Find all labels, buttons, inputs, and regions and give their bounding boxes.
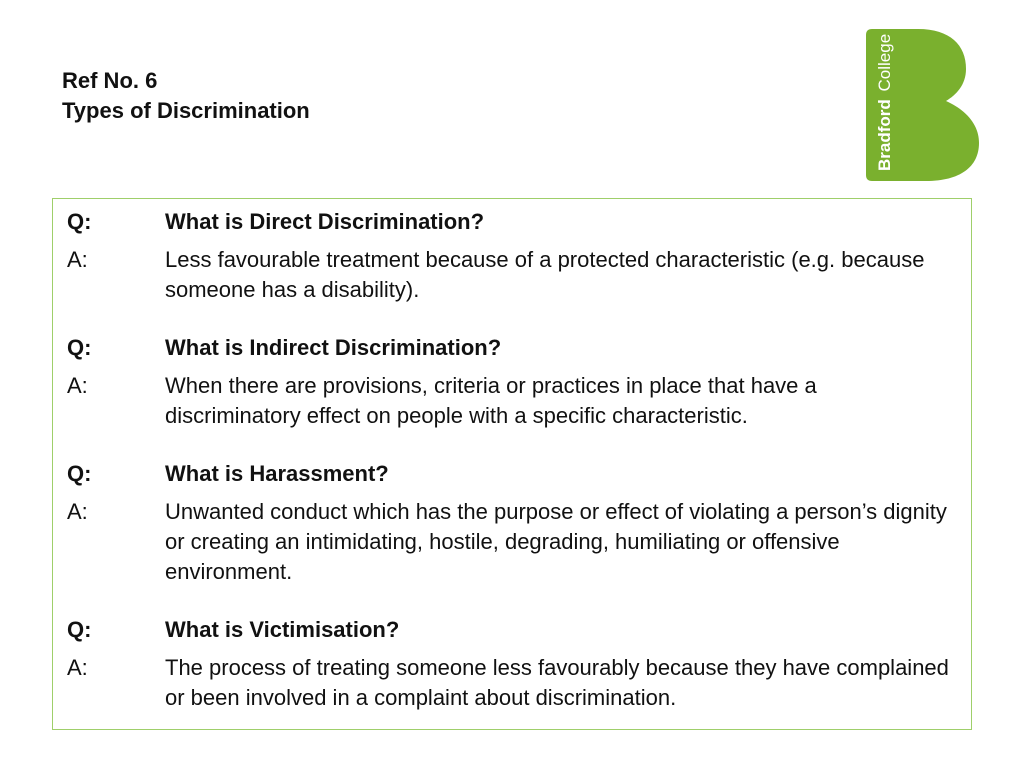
answer-row — [67, 245, 957, 305]
answer-text: The process of treating someone less favourably because they have complained or been involved in a complaint about discrimination. — [165, 655, 949, 710]
question-row — [67, 207, 957, 237]
question-text: What is Direct Discrimination? — [165, 209, 485, 234]
answer-row — [67, 497, 957, 587]
answer-row — [67, 653, 957, 713]
qa-item-indirect — [67, 333, 957, 431]
ref-number: Ref No. 6 — [62, 68, 158, 93]
slide-header — [62, 66, 310, 126]
bradford-college-logo — [866, 29, 980, 181]
question-text: What is Indirect Discrimination? — [165, 335, 502, 360]
qa-box — [52, 198, 972, 730]
question-text: What is Harassment? — [165, 461, 389, 486]
question-text: What is Victimisation? — [165, 617, 400, 642]
question-prefix: Q: — [67, 335, 92, 360]
question-prefix: Q: — [67, 461, 92, 486]
logo-wordmark — [875, 34, 894, 171]
logo-word-college: College — [875, 33, 894, 92]
question-prefix: Q: — [67, 209, 92, 234]
answer-text: Unwanted conduct which has the purpose or effect of violating a person’s dignity or creating an intimidating, hostile, degrading, humiliating or offensive environment. — [165, 499, 947, 584]
answer-prefix: A: — [67, 499, 88, 524]
slide-title: Types of Discrimination — [62, 98, 310, 123]
question-prefix: Q: — [67, 617, 92, 642]
qa-item-direct — [67, 207, 957, 305]
qa-item-victimisation — [67, 615, 957, 713]
answer-prefix: A: — [67, 655, 88, 680]
question-row — [67, 459, 957, 489]
answer-row — [67, 371, 957, 431]
qa-item-harassment — [67, 459, 957, 587]
question-row — [67, 333, 957, 363]
answer-prefix: A: — [67, 373, 88, 398]
logo-word-bradford: Bradford — [875, 99, 894, 171]
answer-prefix: A: — [67, 247, 88, 272]
answer-text: Less favourable treatment because of a protected characteristic (e.g. because someone has a disability). — [165, 247, 925, 302]
answer-text: When there are provisions, criteria or practices in place that have a discriminatory effect on people with a specific characteristic. — [165, 373, 817, 428]
question-row — [67, 615, 957, 645]
